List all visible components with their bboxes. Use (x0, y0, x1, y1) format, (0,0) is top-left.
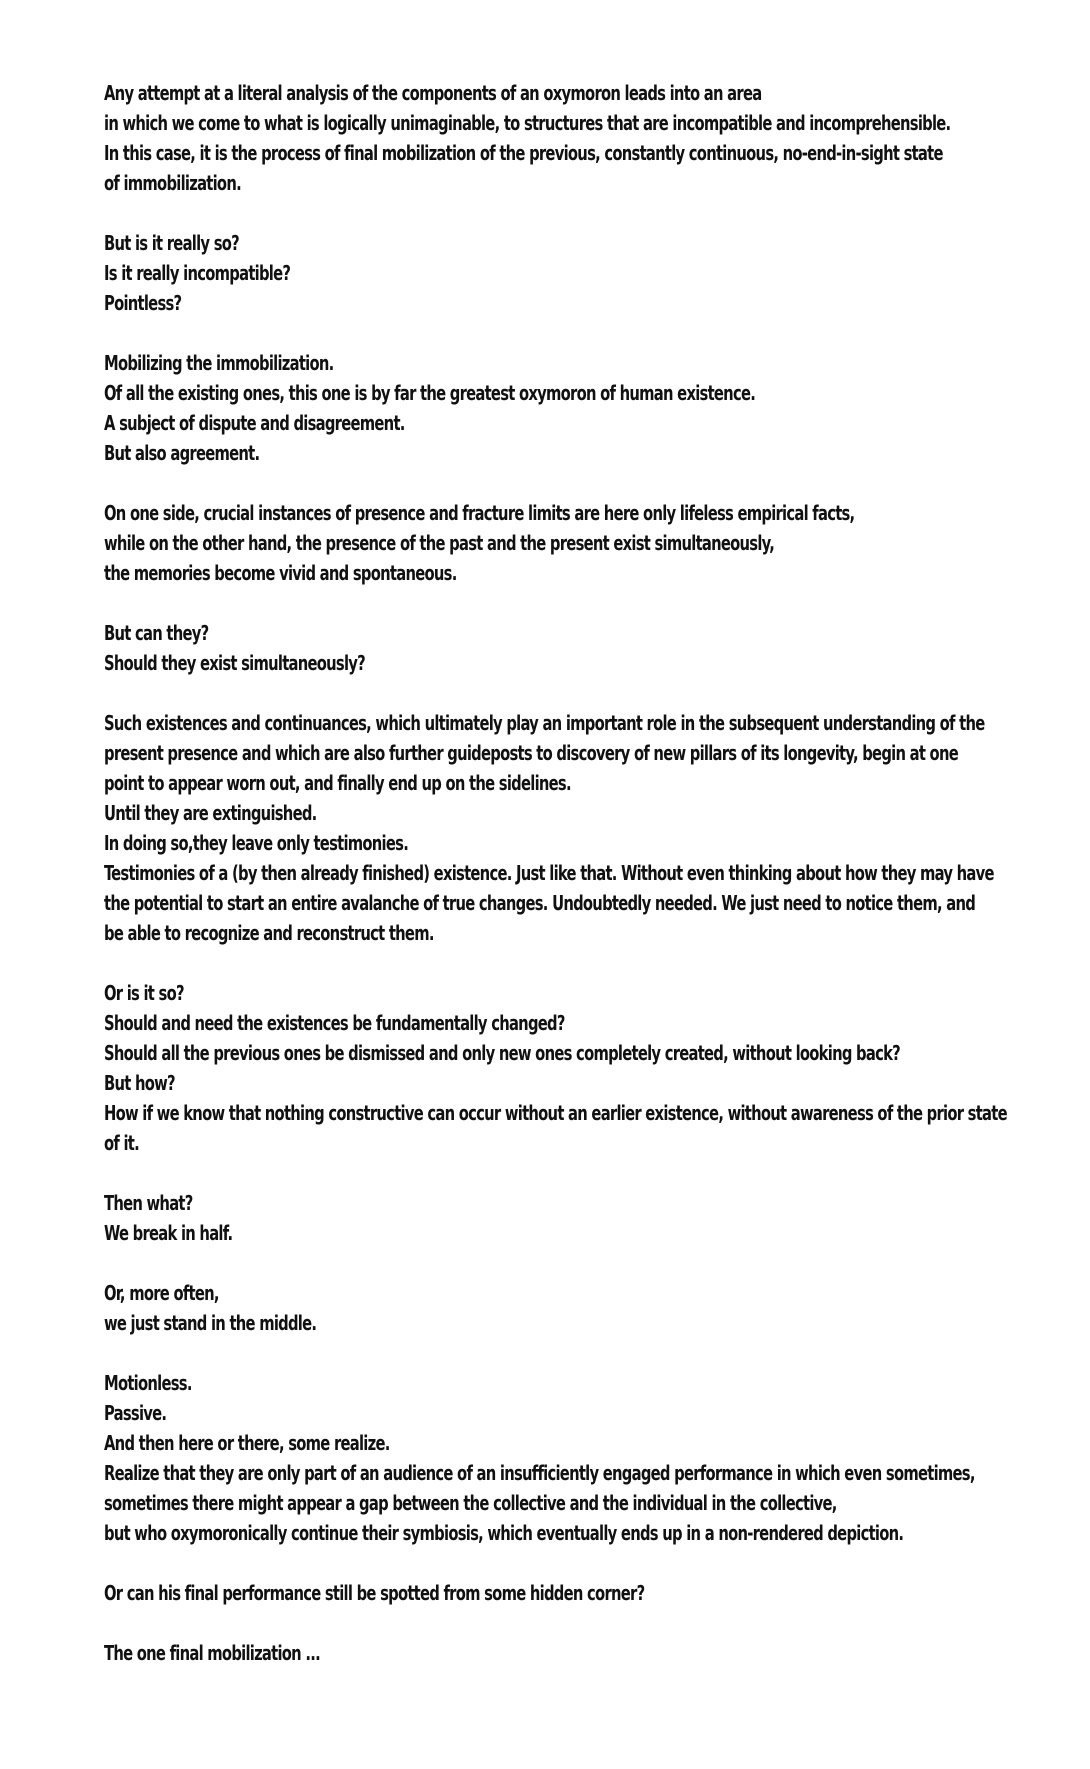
text-line: In this case, it is the process of final mobilization of the previous, constantly continuous, no-end-in-sight state (104, 141, 943, 165)
text-line: But is it really so? (104, 231, 239, 255)
document-body (104, 78, 1034, 1698)
text-line: the potential to start an entire avalanche of true changes. Undoubtedly needed. We just need to notice them, and (104, 891, 976, 915)
text-line: we just stand in the middle. (104, 1311, 317, 1335)
text-line: sometimes there might appear a gap between the collective and the individual in the collective, (104, 1491, 837, 1515)
text-line: be able to recognize and reconstruct them. (104, 921, 434, 945)
text-line: Motionless. (104, 1371, 192, 1395)
text-line: Or is it so? (104, 981, 184, 1005)
text-line: We break in half. (104, 1221, 233, 1245)
text-line: point to appear worn out, and finally end up on the sidelines. (104, 771, 571, 795)
text-line: Such existences and continuances, which ultimately play an important role in the subsequent understanding of the (104, 711, 985, 735)
text-line: But also agreement. (104, 441, 260, 465)
text-line: Mobilizing the immobilization. (104, 351, 334, 375)
text-line: Is it really incompatible? (104, 261, 291, 285)
text-line: Of all the existing ones, this one is by far the greatest oxymoron of human existence. (104, 381, 756, 405)
paragraph-6 (104, 708, 1034, 948)
text-line: but who oxymoronically continue their symbiosis, which eventually ends up in a non-rendered depiction. (104, 1521, 904, 1545)
text-line: Or can his final performance still be spotted from some hidden corner? (104, 1581, 645, 1605)
text-line: Should and need the existences be fundamentally changed? (104, 1011, 565, 1035)
paragraph-3 (104, 348, 1034, 468)
text-line: Until they are extinguished. (104, 801, 317, 825)
text-line: But how? (104, 1071, 175, 1095)
text-line: Pointless? (104, 291, 182, 315)
paragraph-12 (104, 1638, 1034, 1668)
text-line: Should all the previous ones be dismissed and only new ones completely created, without looking back? (104, 1041, 901, 1065)
text-line: present presence and which are also further guideposts to discovery of new pillars of its longevity, begin at one (104, 741, 959, 765)
text-line: Or, more often, (104, 1281, 219, 1305)
text-line: In doing so,they leave only testimonies. (104, 831, 409, 855)
text-line: How if we know that nothing constructive can occur without an earlier existence, without awareness of the prior state (104, 1101, 1007, 1125)
paragraph-7 (104, 978, 1034, 1158)
text-line: Passive. (104, 1401, 167, 1425)
text-line: the memories become vivid and spontaneous. (104, 561, 457, 585)
paragraph-5 (104, 618, 1034, 678)
text-line: Then what? (104, 1191, 193, 1215)
text-line: while on the other hand, the presence of the past and the present exist simultaneously, (104, 531, 775, 555)
text-line: Should they exist simultaneously? (104, 651, 366, 675)
paragraph-8 (104, 1188, 1034, 1248)
paragraph-10 (104, 1368, 1034, 1548)
paragraph-11 (104, 1578, 1034, 1608)
paragraph-9 (104, 1278, 1034, 1338)
text-line: The one final mobilization ... (104, 1641, 320, 1665)
text-line: On one side, crucial instances of presence and fracture limits are here only lifeless empirical facts, (104, 501, 855, 525)
text-line: in which we come to what is logically unimaginable, to structures that are incompatible and incomprehensible. (104, 111, 951, 135)
text-line: Any attempt at a literal analysis of the components of an oxymoron leads into an area (104, 81, 762, 105)
text-line: Realize that they are only part of an audience of an insufficiently engaged performance in which even sometimes, (104, 1461, 975, 1485)
paragraph-1 (104, 78, 1034, 198)
text-line: of it. (104, 1131, 139, 1155)
paragraph-2 (104, 228, 1034, 318)
paragraph-4 (104, 498, 1034, 588)
text-line: of immobilization. (104, 171, 241, 195)
text-line: A subject of dispute and disagreement. (104, 411, 405, 435)
text-line: But can they? (104, 621, 209, 645)
text-line: And then here or there, some realize. (104, 1431, 390, 1455)
text-line: Testimonies of a (by then already finished) existence. Just like that. Without even thinking about how they may have (104, 861, 994, 885)
